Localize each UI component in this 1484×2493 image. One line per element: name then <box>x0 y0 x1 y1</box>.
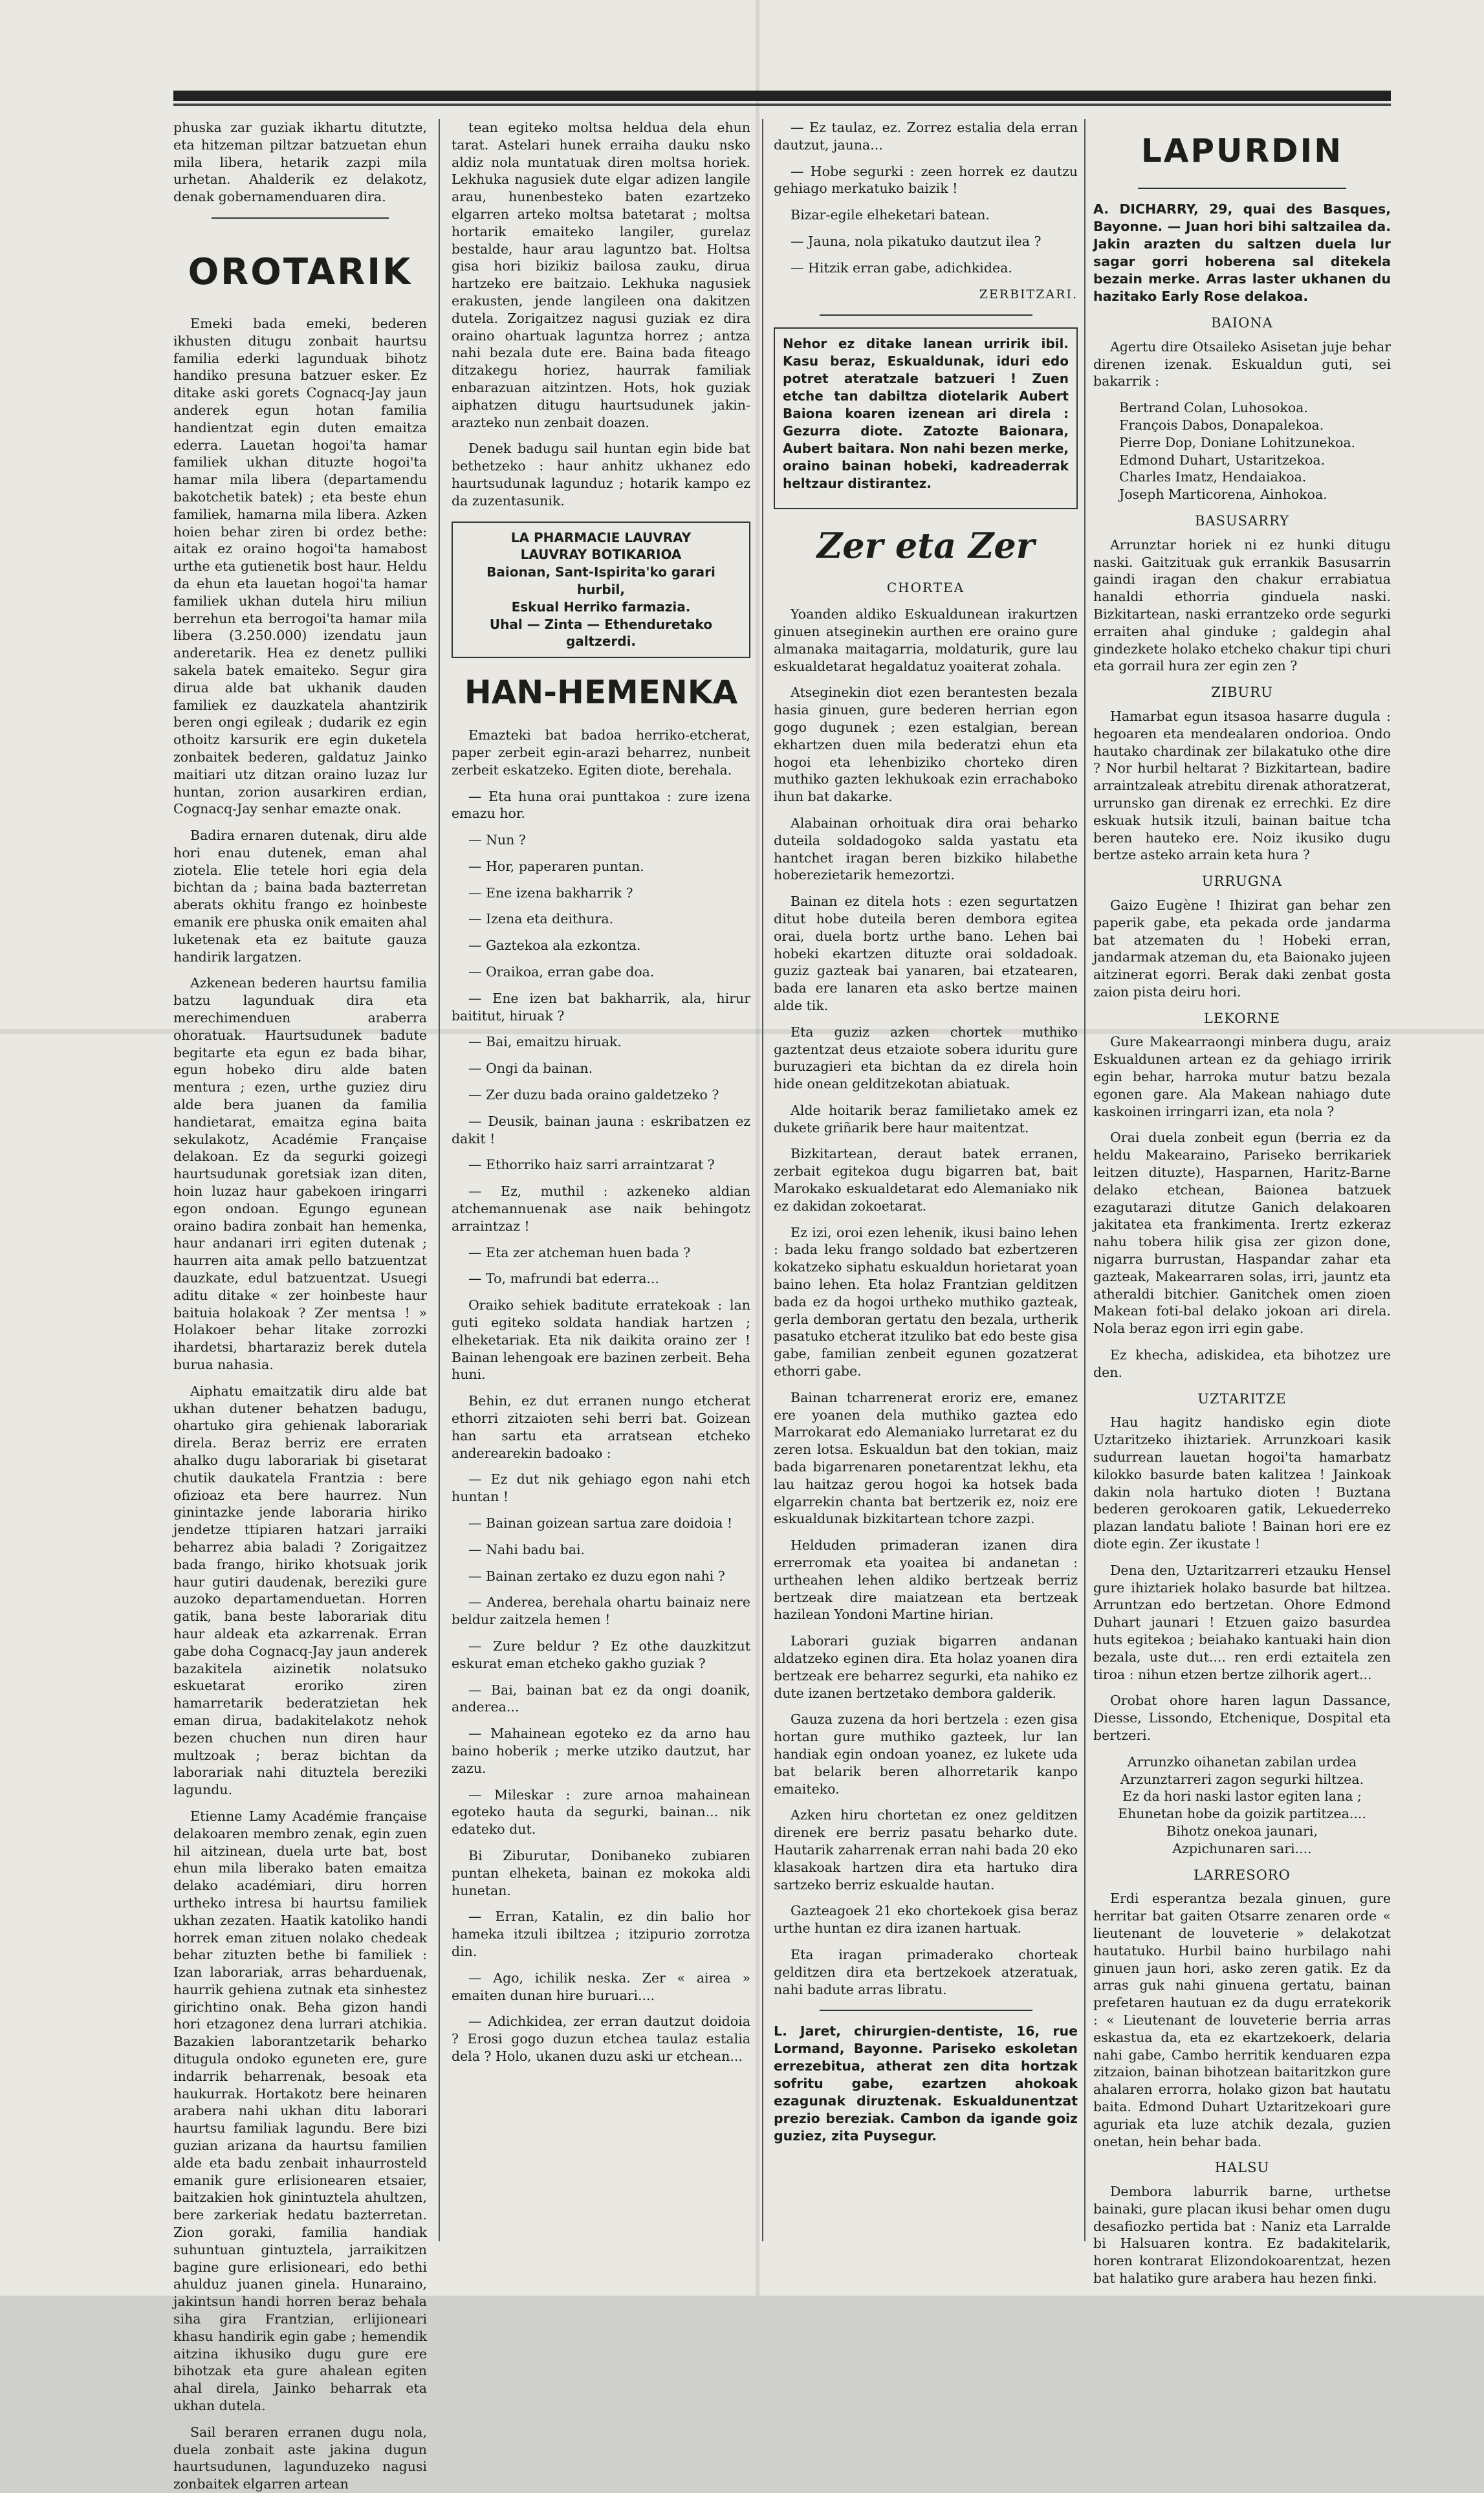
place-heading: LARRESORO <box>1194 1867 1291 1883</box>
paragraph: — Eta zer atcheman huen bada ? <box>468 1244 691 1260</box>
paragraph: — Mileskar : zure arnoa mahainean egoteko hauta da segurki, bainan... nik edateko dut. <box>452 1786 750 1838</box>
paragraph: — Hitzik erran gabe, adichkidea. <box>791 259 1012 276</box>
paragraph: Erdi esperantza bezala ginuen, gure herritar bat gaiten Otsarre zenaren orde « lieutenant de louveterie » delakotzat hautatuko. Hurbil baino hurbilago nahi ginuen jaun hori, asko zeren gatik. Ez da arras guk nahi ginuena gertatu, bainan prefetaren hautuan ez da dugu erratekorik : « Lieutenant de louveterie berria arras eskastua da, eta ez ekartzekoerk, delaria nahi gabe, Cambo herritik kenduaren ezpa zitzaion, bainan bihotzean baitaritzkon gure ahalaren errorra, holako gizon bat hautatu baita. Edmond Duhart Uztaritzekoari gure aguriak eta luze atchik dezala, guzien onetan, hein behar bada. <box>1093 1891 1391 2149</box>
paragraph: Arrunztar horiek ni ez hunki ditugu naski. Gaitzituak guk errankik Basusarrin gaindi iragan den chakur errabiatua hanaldi ethorria ginduela naski. Bizkitartean, naski errantzeko orde segurki erraiten ahal ginduke ; galdegin ahal gindezkete holako etcheko chakur tipi churi eta gorrail hura zer egin zen ? <box>1093 536 1391 674</box>
section-title-han-hemenka: HAN-HEMENKA <box>464 674 738 712</box>
paragraph: Eta iragan primaderako chorteak gelditzen dira eta bertzekoek atzeratuak, nahi badute arras libratu. <box>774 1946 1078 1997</box>
dentist-advert: L. Jaret, chirurgien-dentiste, 16, rue Lormand, Bayonne. Pariseko eskoletan errezebitua, atherat zen dita hortzak sofritu gabe, ezartzen ahokoak ezagunak diruztenak. Eskualdunentzat prezio bereziak. Cambon da igande goiz guziez, zita Puysegur. <box>774 2023 1078 2144</box>
column-divider <box>762 119 763 2241</box>
paragraph: — Ez dut nik gehiago egon nahi etch huntan ! <box>452 1471 750 1505</box>
pharmacy-line: Baionan, Sant-Ispirita'ko garari hurbil, <box>486 564 715 597</box>
juror-name: François Dabos, Donapalekoa. <box>1119 417 1324 433</box>
juror-name: Edmond Duhart, Ustaritzekoa. <box>1119 452 1326 468</box>
paragraph: Bizar-egile elheketari batean. <box>791 207 990 223</box>
paragraph: Azkenean bederen haurtsu familia batzu lagunduak dira eta merechimenduen araberra ohoratuak. Haurtsudunek badute begitarte eta egun ez bada bihar, egun hobeko diru alde baten mentura ; ezen, urthe guziez diru alde bera juanen da familia handietarat, emaitza egina baita sekulakotz, Académie Française delakoan. Ez da segurki goizegi haurtsudunak goretsiak izan diten, hoin luzaz haur gabekoen iringarri egon ondoan. Egungo egunean oraino badira zonbait han hemenka, haur andanari irri egiten dutenak ; haurren aita amak pello batzuentzat dauzkate, edul batzuentzat. Usuegi aditu ditake « zer hoinbeste haur baituia holakoak ? Zer mentsa ! » Holakoer behar litake zorrozki ihardetsi, bhartaraziz berek dutela burua nahasia. <box>173 975 427 1372</box>
column-2 <box>452 119 750 2254</box>
article-body-chortea <box>774 606 1078 1998</box>
paragraph: — Erran, Katalin, ez din balio hor hameka itzuli ibiltzea ; itzipurio zorrotza din. <box>452 1909 750 1959</box>
paragraph: — Ago, ichilik neska. Zer « airea » emaiten dunan hire buruari.... <box>452 1970 750 2003</box>
place-heading: ZIBURU <box>1211 685 1273 701</box>
paragraph: Gure Makearraongi minbera dugu, araiz Eskualdunen artean ez da gehiago irririk egin behar, harroka mutur batzu bezala egonen gare. Ala Makean nahiago dute kaskoinen irringarri izan, eta nola ? <box>1093 1034 1391 1119</box>
column-divider <box>439 119 440 2241</box>
paragraph: Laborari guziak bigarren andanan aldatzeko eginen dira. Eta holaz yoanen dira bertzeak ere beharrez segurki, eta nahiko ez dute izanen bertzetako dembora galderik. <box>774 1633 1078 1701</box>
place-heading: UZTARITZE <box>1197 1390 1287 1407</box>
dialogue-continuation <box>774 119 1078 277</box>
paragraph: Bainan ez ditela hots : ezen segurtatzen ditut hobe duteila beren dembora egitea orai, duela bortz urthe bano. Lehen bai hobeki ekartzen dituzte orai soldadoak. guziz gazteak bai yanaren, bai etzatearen, bada ere lanaren eta asko bertze mainen alde tik. <box>774 894 1078 1013</box>
paragraph: Denek badugu sail huntan egin bide bat bethetzeko : haur anhitz ukhanez edo haurtsudunak lagunduz ; hotarik kampo ez da zuzentasunik. <box>452 441 750 509</box>
article-body-continuation <box>452 119 750 510</box>
paragraph: Atseginekin diot ezen berantesten bezala hasia ginuen, gure bederen herrian egon gogo dugunek ; ezen estalgian, berean ekhartzen duen mila bederatzi ehun eta hogoi eta lehenbiziko chorteko diren muthiko gazten lekhukoak ezin errachaboko ihun bat dakarke. <box>774 685 1078 805</box>
juror-name: Joseph Marticorena, Ainhokoa. <box>1119 487 1327 503</box>
paragraph: — Nahi badu bai. <box>468 1541 585 1557</box>
paragraph: Oraiko sehiek baditute erratekoak : lan guti egiteko soldata handiak hartzen ; elheketariak. Eta nik daikita oraino zer ! Bainan lehengoak ere bazinen zerbeit. Beha huni. <box>452 1297 750 1383</box>
paragraph: Gazteagoek 21 eko chortekoek gisa beraz urthe huntan ez dira izanen hartuak. <box>774 1903 1078 1937</box>
paragraph: Alabainan orhoituak dira orai beharko duteila soldadogoko salda yastatu eta hantchet iragan beren bizkiko hilabethe hoberezietarik hemezortzi. <box>774 815 1078 883</box>
paragraph: tean egiteko moltsa heldua dela ehun tarat. Astelari hunek erraiha dauku nsko aldiz nola muntatuak diren moltsa horiek. Lekhuka nagusiek dute elgar adizen langile arau, hunenbesteko baten ezartzeko elgarren arteko moltsa batetarat ; moltsa hortarik emaiteko langiler, gurelaz bestalde, haur arau laguntzo bat. Holtsa gisa hori bizikiz bailosa zauku, dirua hartzeko ere baitzaio. Lekhuka nagusiek erakusten, jende langileen ona dakitzen dutela. Zorigaitzez nagusi guziak ez dira oraino ohartuak laguntza horrez ; antza nahi bezala dute ere. Baina bada fiteago ditzakegu horiez, haurrak familiak enbarazuan aitzintzen. Hots, hok guziak aiphatzen ditugu haurtsudunek jakin-arazteko nun zenbait doazen. <box>452 120 750 430</box>
paragraph: — Bai, emaitzu hiruak. <box>468 1034 622 1050</box>
paragraph: — Hobe segurki : zeen horrek ez dautzu gehiago merkatuko baizik ! <box>774 163 1078 197</box>
paragraph: Emeki bada emeki, bederen ikhusten ditugu zonbait haurtsu familia ederki lagunduak bihotz handiko presuna batzuer esker. Ez ditake aski gorets Cognacq-Jay jaun anderek egun hotan familia handientzat egin duten emaitza ederra. Lauetan hogoi'ta hamar familiek ukhan dituzte hogoi'ta hamar mila libera (departamendu bakotchetik batek) ; eta beste ehun familiek, hamarna mila libera. Azken hoien behar ziren bi ordez bethe: aitak ez oraino hogoi'ta hamabost urthe eta gutienetik bost haur. Heldu da ehun eta lauetan hogoi'ta hamar familiek ukhan dutela hiru miliun berrehun eta berrogoi'ta hamar mila libera (3.250.000) izendatu jaun anderetarik. Hea ez denetz pulliki sakela batek emaiteko. Segur gira dirua alde bat ukhanik dauden familiek ez dauzkatela ahantzirik beren ongi egileak ; dudarik ez egin othoitz karsurik ere egin duketela zonbaitek bederen, galdatuz Jainko maitiari utz ditzan oraino luzaz lur huntan, zorion ausarkiren erdian, Cognacq-Jay senhar emazte onak. <box>173 315 427 817</box>
article-body-orotarik <box>173 315 427 2493</box>
paragraph: Alde hoitarik beraz familietako amek ez dukete griñarik bere haur maitentzat. <box>774 1102 1078 1136</box>
paragraph: Ez izi, oroi ezen lehenik, ikusi baino lehen : bada leku frango soldado bat ezbertzeren kokatzeko siphatu eskualdun horietarat yoan baino lehen. Eta holaz Frantzian gelditzen bada ez da hogoi urtheko muthiko gazteak, gerla demboran gertatu den bezala, urtherik pasatuko etcherat itzuliko bat edo beste gisa gabe, familian zenbeit egunen gozatzerat ethorri gabe. <box>774 1224 1078 1379</box>
juror-name: Charles Imatz, Hendaiakoa. <box>1119 469 1307 485</box>
verse-line: Ehunetan hobe da goizik partitzea.... <box>1118 1806 1366 1822</box>
pharmacy-line: Uhal — Zinta — Ethenduretako <box>489 616 713 632</box>
pharmacy-advert <box>452 522 750 659</box>
paragraph: — Izena eta deithura. <box>468 911 614 927</box>
place-heading: BAIONA <box>1211 315 1273 331</box>
paragraph: — Bai, bainan bat ez da ongi doanik, anderea... <box>452 1682 750 1715</box>
paragraph: Bainan tcharrenerat eroriz ere, emanez ere yoanen dela muthiko gaztea edo Marrokarat edo Alemaniako lurretarat ez du zeren lotsa. Eskualdun bat den tokian, maiz bada bigarrenaren ponetarentzat lekhu, eta lau haitzaz gerou hogoi ka hotsek bada elgarrekin chanta bat bertzerik ez, noiz ere eskualdunak bizkitartean tchore zazpi. <box>774 1389 1078 1527</box>
paragraph: Hamarbat egun itsasoa hasarre dugula : hegoaren eta mendealaren ondorioa. Ondo hautako chardinak zer bilakatuko othe dire ? Nor hurbil heltarat ? Bizkitartean, badire arraintzaleak atrebitu direnak athoratzerat, urrunsko gan direnak ez errechki. Ez dire eskuak hutsik itzuli, bainan baitue tcha beren hauteko ere. Noiz ikusiko dugu bertze asteko arrain keta hura ? <box>1093 708 1391 863</box>
paragraph: — Ez, muthil : azkeneko aldian atchemannuenak ase naik behingotz arraintzaz ! <box>452 1183 750 1234</box>
paragraph: Helduden primaderan izanen dira errerromak eta yoaitea bi andanetan : urtheahen lehen aldiko bertzeak berriz bertzeak dire maiatzean eta bertzeak hazilean Yondoni Martine hirian. <box>774 1537 1078 1623</box>
paragraph: Gaizo Eugène ! Ihizirat gan behar zen paperik gabe, eta pekada orde jandarma bat atzematen du ! Hobeki erran, jandarmak atzeman du, eta Baionako jujeen aitzinerat egorri. Berak daki zenbat gosta zaion pista deiru hori. <box>1093 897 1391 1000</box>
masthead-rule-thin <box>173 104 1391 106</box>
ornament-divider <box>1138 188 1346 189</box>
paragraph: Yoanden aldiko Eskualdunean irakurtzen ginuen atseginekin aurthen ere oraino gure almanaka maitagarria, moldaturik, gure lau eskualdetarat hegaldatuz yoaiterat zohala. <box>774 606 1078 674</box>
section-subtitle-chortea: CHORTEA <box>886 580 965 596</box>
paragraph: — To, mafrundi bat ederra... <box>468 1271 659 1287</box>
intro-paragraph: phuska zar guziak ikhartu ditutzte, eta hitzeman piltzar batzuetan ehun mila libera, hetarik zazpi mila urhetan. Ahalderik ez delakotz, denak gobernamenduaren dira. <box>173 120 427 205</box>
ornament-divider <box>820 314 1032 316</box>
paragraph: Dena den, Uztaritzarreri etzauku Hensel gure ihiztariek holako basurde bat hiltzea. Arruntzan edo bertzetan. Ohore Edmond Duhart jaunari ! Etzuen gaizo basurdea huts egitekoa ; beiahako kantuaki hain dion bezala, uste dut.... ren erdi eztaitela zen tiroa : nihun etzen bertze zilhorik agert... <box>1093 1562 1391 1682</box>
verse-line: Arzunztarreri zagon segurki hiltzea. <box>1120 1771 1364 1787</box>
column-3 <box>774 119 1078 2254</box>
paragraph: — Ene izen bat bakharrik, ala, hirur baititut, hiruak ? <box>452 990 750 1024</box>
paragraph: — Ethorriko haiz sarri arraintzarat ? <box>468 1157 715 1173</box>
paragraph: — Anderea, berehala ohartu bainaiz nere beldur zaitzela hemen ! <box>452 1594 750 1628</box>
paragraph: — Bainan zertako ez duzu egon nahi ? <box>468 1568 725 1584</box>
paragraph: — Gaztekoa ala ezkontza. <box>468 938 641 954</box>
place-heading: URRUGNA <box>1201 873 1283 890</box>
paragraph: — Zer duzu bada oraino galdetzeko ? <box>468 1087 719 1103</box>
paragraph: Hau hagitz handisko egin diote Uztaritzeko ihiztariek. Arrunzkoari kasik sudurrean lauetan hogoi'ta hamarbatz kilokko basurde baten kalitzea ! Jainkoak dakin nola hartuko dioten ! Buztana bederen gerokoaren gatik, Lekuederreko plazan landatu baliote ! Bainan hori ere ez diote egin. Zer ikustate ! <box>1093 1414 1391 1552</box>
place-heading: HALSU <box>1214 2160 1270 2176</box>
article-body-han-hemenka <box>452 727 750 2065</box>
ornament-divider <box>212 217 389 219</box>
paragraph: — Oraikoa, erran gabe doa. <box>468 964 655 980</box>
section-title-zer-eta-zer: Zer eta Zer <box>816 525 1035 567</box>
notice-box <box>774 327 1078 509</box>
paragraph: Gauza zuzena da hori bertzela : ezen gisa hortan gure muthiko gazteek, lur lan handiak egin ondoan yoanez, ez lukete uda bat belarik beren alhorretarik kanpo emaiteko. <box>774 1711 1078 1797</box>
pharmacy-line: LAUVRAY BOTIKARIOA <box>520 547 682 563</box>
paragraph: — Ez taulaz, ez. Zorrez estalia dela erran dautzut, jauna... <box>774 120 1078 153</box>
paragraph: — Jauna, nola pikatuko dautzut ilea ? <box>791 233 1042 249</box>
paragraph: — Deusik, bainan jauna : eskribatzen ez dakit ! <box>452 1113 750 1147</box>
paragraph: Dembora laburrik barne, urthetse bainaki, gure placan ikusi behar omen dugu desafiozko pertida bat : Naniz eta Larralde bi Halsuaren kontra. Ez badakitelarik, horen kontrarat Elizondokoarentzat, hezen bat halatiko gure arabera hau hezen finki. <box>1093 2184 1391 2287</box>
paragraph: — Bainan goizean sartua zare doidoia ! <box>468 1515 733 1531</box>
column-divider <box>1084 119 1086 2241</box>
place-heading: LEKORNE <box>1203 1010 1281 1026</box>
paragraph: Behin, ez dut erranen nungo etcherat ethorri zitzaioten sehi berri bat. Goizean han sartu eta arratsean etcheko anderearekin badoako : <box>452 1393 750 1461</box>
masthead-rule <box>173 91 1391 101</box>
paragraph: Orobat ohore haren lagun Dassance, Diesse, Lissondo, Etchenique, Dospital eta bertzeri. <box>1093 1693 1391 1743</box>
dicharry-advert: A. DICHARRY, 29, quai des Basques, Bayonne. — Juan hori bihi saltzailea da. Jakin arazten du saltzen duela lur sagar gorri hoberena sal ditekela bezain merke. Arras laster ukhanen du hazitako Early Rose delakoa. <box>1093 201 1391 304</box>
paragraph: Eta guziz azken chortek muthiko gaztentzat deus etzaiote sobera iduritu gure buruzagieri eta bichtan da ez direla hoin hide onean gelditzekotan abiatuak. <box>774 1024 1078 1092</box>
paragraph: Emazteki bat badoa herriko-etcherat, paper zerbeit egin-arazi beharrez, nunbeit zerbeit eskatzeko. Egiten diote, berehala. <box>452 727 750 778</box>
paragraph: Agertu dire Otsaileko Asisetan juje behar direnen izenak. Eskualdun guti, sei bakarrik : <box>1093 338 1391 390</box>
column-1 <box>173 119 427 2492</box>
paragraph: Ez khecha, adiskidea, eta bihotzez ure den. <box>1093 1347 1391 1380</box>
signature: ZERBITZARI. <box>979 287 1078 302</box>
paragraph: Sail beraren erranen dugu nola, duela zonbait aste jakina dugun haurtsudunen, lagunduzeko nagusi zonbaitek elgarren artean <box>173 2424 427 2492</box>
ornament-divider <box>820 2010 1032 2011</box>
pharmacy-line: galtzerdi. <box>565 633 637 650</box>
verse-line: Bihotz onekoa jaunari, <box>1166 1823 1318 1839</box>
notice-text: Nehor ez ditake lanean urririk ibil. Kasu beraz, Eskualdunak, iduri edo potret ateratzale batzueri ! Zuen etche tan dabiltza diotelarik Aubert Baiona koaren izenean ari direla : Gezurra diote. Zatozte Baionara, Aubert baitara. Non nahi bezen merke, oraino bainan hobeki, kadreaderrak heltzaur distirantez. <box>783 336 1069 492</box>
place-heading: BASUSARRY <box>1194 512 1290 529</box>
paragraph: Azken hiru chortetan ez onez gelditzen direnek ere berriz pasatu beharko dute. Hautarik zaharrenak erran nahi bada 20 eko klasakoak hartzen dira eta hartuko dira sartzeko berriz eskualde hautan. <box>774 1807 1078 1893</box>
paragraph: — Zure beldur ? Ez othe dauzkitzut eskurat eman etcheko gakho guziak ? <box>452 1638 750 1671</box>
paragraph: Bizkitartean, deraut batek erranen, zerbait egitekoa dugu bigarren bat, bait Marokako eskualdetarat edo Alemaniako nik ez dakidan zokoetarat. <box>774 1146 1078 1214</box>
section-title-orotarik: OROTARIK <box>188 250 413 293</box>
paragraph: Aiphatu emaitzatik diru alde bat ukhan dutener behatzen badugu, ohartuko gira gehienak laborariak direla. Beraz berriz ere erraten ahalko dugu laborariak bi gisetarat chutik daukatela Frantzia : bere ofizioaz eta bere haurrez. Nun ginintazke jende laboraria hiriko jendetze ttipiaren hatzari jarraiki beharrez abia baladi ? Zorigaitzez bada frango, hiriko khotsuak jorik haur gutiri daudenak, bereziki gure auzoko departamenduetan. Horren gatik, bana beste laborariak ditu haur aldeak eta azkarrenak. Erran gabe doha Cognacq-Jay jaun anderek bazakitela aizinetik nolatsuko eskuetarat eroriko ziren hamarretarik bederatzietan hek eman dirua, badakitelakotz nehok bezen chuchen nun diren haur multzoak ; beraz bichtan da laborariak nahi dituztela bereziki lagundu. <box>173 1383 427 1798</box>
paragraph: — Eta huna orai punttakoa : zure izena emazu hor. <box>452 788 750 822</box>
juror-name: Bertrand Colan, Luhosokoa. <box>1119 400 1308 416</box>
local-news-sections <box>1093 314 1391 2287</box>
verse-line: Arrunzko oihanetan zabilan urdea <box>1127 1753 1357 1770</box>
verse-line: Ez da hori naski lastor egiten lana ; <box>1122 1788 1362 1805</box>
pharmacy-line: LA PHARMACIE LAUVRAY <box>510 529 692 545</box>
paragraph: Bi Ziburutar, Donibaneko zubiaren puntan elheketa, bainan ez mokoka aldi hunetan. <box>452 1847 750 1898</box>
column-4 <box>1093 119 1391 2287</box>
paragraph: Etienne Lamy Académie française delakoaren membro zenak, egin zuen hil aitzinean, duela urte bat, bost ehun mila liberako baten emaitza delako académiari, diru horren urtheko intresa bi haurtsu familiek ukhan zezaten. Haatik katoliko handi horrek eman zituen nolako chedeak behar zituzten bethe bi familiek : Izan laborariak, arras beharduenak, haurrik gehiena zutnak eta sinhestez girichtino onak. Beha gizon handi hori etzagonez dena lurrari atchikia. Bazakien laborantzetarik beharko ditugula ondoko eguneten ere, gure indarrik beharrenak, besoak eta haukurrak. Hortakotz bere heinaren arabera nahi ukhan ditu laborari haurtsu familiak lagundu. Bere bizi guzian arizana da haurtsu familien alde eta badu zenbait inhaurrosteld emanik gure erlisionearen etsaier, baitzakien hok ginintuztela ahultzen, bere zarkeriak hedatu bazterretan. Zion goraki, familia handiak suhuntuan gintuztela, jarraikitzen bagine gure erlisioneari, edo bethi ahulduz juanen ginela. Hunaraino, jakintsun handi horren beraz behala siha gira Frantzian, erlijioneari khasu handirik egin gabe ; hemendik aitzina ikhusiko dugu gure ere bihotzak eta gure ahalean egiten ahal direla, Jainko beharrak eta ukhan dutela. <box>173 1808 427 2414</box>
verse-line: Azpichunaren sari.... <box>1172 1840 1312 1856</box>
paragraph: — Ene izena bakharrik ? <box>468 884 633 901</box>
pharmacy-line: Eskual Herriko farmazia. <box>511 599 691 615</box>
paragraph: Badira ernaren dutenak, diru alde hori enau dutenek, eman ahal ziotela. Elie tetele hori egia dela bichtan da ; baina bada bazterretan aberats okhitu frango ez hoinbeste emanik ere phuska onik emaiten ahal luketenak eta ez baitute gauza handirik largatzen. <box>173 828 427 965</box>
paragraph: — Hor, paperaren puntan. <box>468 858 644 874</box>
paragraph: — Nun ? <box>468 832 526 848</box>
paragraph: — Ongi da bainan. <box>468 1060 593 1077</box>
paragraph: — Adichkidea, zer erran dautzut doidoia ? Erosi gogo duzun etchea taulaz estalia dela ? Holo, ukanen duzu aski ur etchean... <box>452 2014 750 2064</box>
juror-name: Pierre Dop, Doniane Lohitzunekoa. <box>1119 434 1356 450</box>
paragraph: Orai duela zonbeit egun (berria ez da heldu Makearaino, Pariseko berrikariek leitzen dituzte), Hasparnen, Haritz-Barne delako etchean, Baionea batzuek ezagutarazi ditutze Ganich delakoaren jakitatea eta frankimenta. Irertz ezkeraz nahu tobera hilik gisa zer gizon done, nigarra burrustan, Haspandar zahar eta gazteak, Makearraren solas, irri, jauntz eta atheraldi bitchier. Ganitchek omen zioen Makean foti-bal delako jokoan ari direla. Nola beraz egon irri egin gabe. <box>1093 1130 1391 1337</box>
fold-crease-vertical <box>756 0 759 2296</box>
section-title-lapurdin: LAPURDIN <box>1140 132 1344 170</box>
paragraph: — Mahainean egoteko ez da arno hau baino hoberik ; merke utziko dautzut, har zazu. <box>452 1726 750 1776</box>
